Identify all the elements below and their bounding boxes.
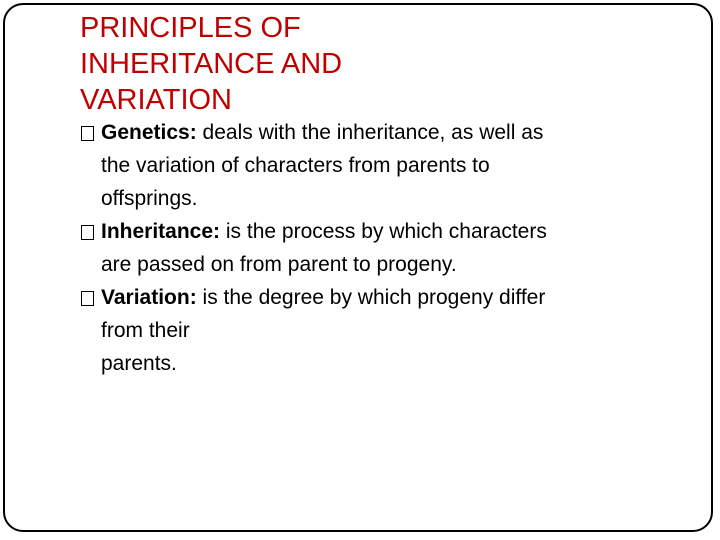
bullet-inheritance [80,215,680,281]
square-bullet-icon [81,126,94,141]
bullet-first-line [101,215,680,248]
bullet-continuation-line: are passed on from parent to progeny. [101,253,457,276]
bullet-text: is the degree by which progeny differ [196,286,546,309]
bullet-continuation-line: the variation of characters from parents to [101,154,490,177]
bullet-text: is the process by which characters [220,220,547,243]
bullet-term: Variation: [101,286,197,309]
bullet-first-line [101,281,680,314]
slide-title [80,10,410,118]
bullet-term: Inheritance: [101,220,221,243]
bullet-text: deals with the inheritance, as well as [196,121,544,144]
bullet-continuation-line: parents. [101,352,177,375]
title-line: VARIATION [80,84,232,116]
title-line: INHERITANCE AND [80,48,343,80]
bullet-genetics [80,116,680,215]
bullet-variation [80,281,680,380]
title-line: PRINCIPLES OF [80,12,301,44]
bullet-term: Genetics: [101,121,197,144]
bullet-list [80,116,680,380]
bullet-continuation-line: offsprings. [101,187,198,210]
square-bullet-icon [81,291,94,306]
square-bullet-icon [81,225,94,240]
bullet-first-line [101,116,680,149]
bullet-continuation-line: from their [101,319,190,342]
